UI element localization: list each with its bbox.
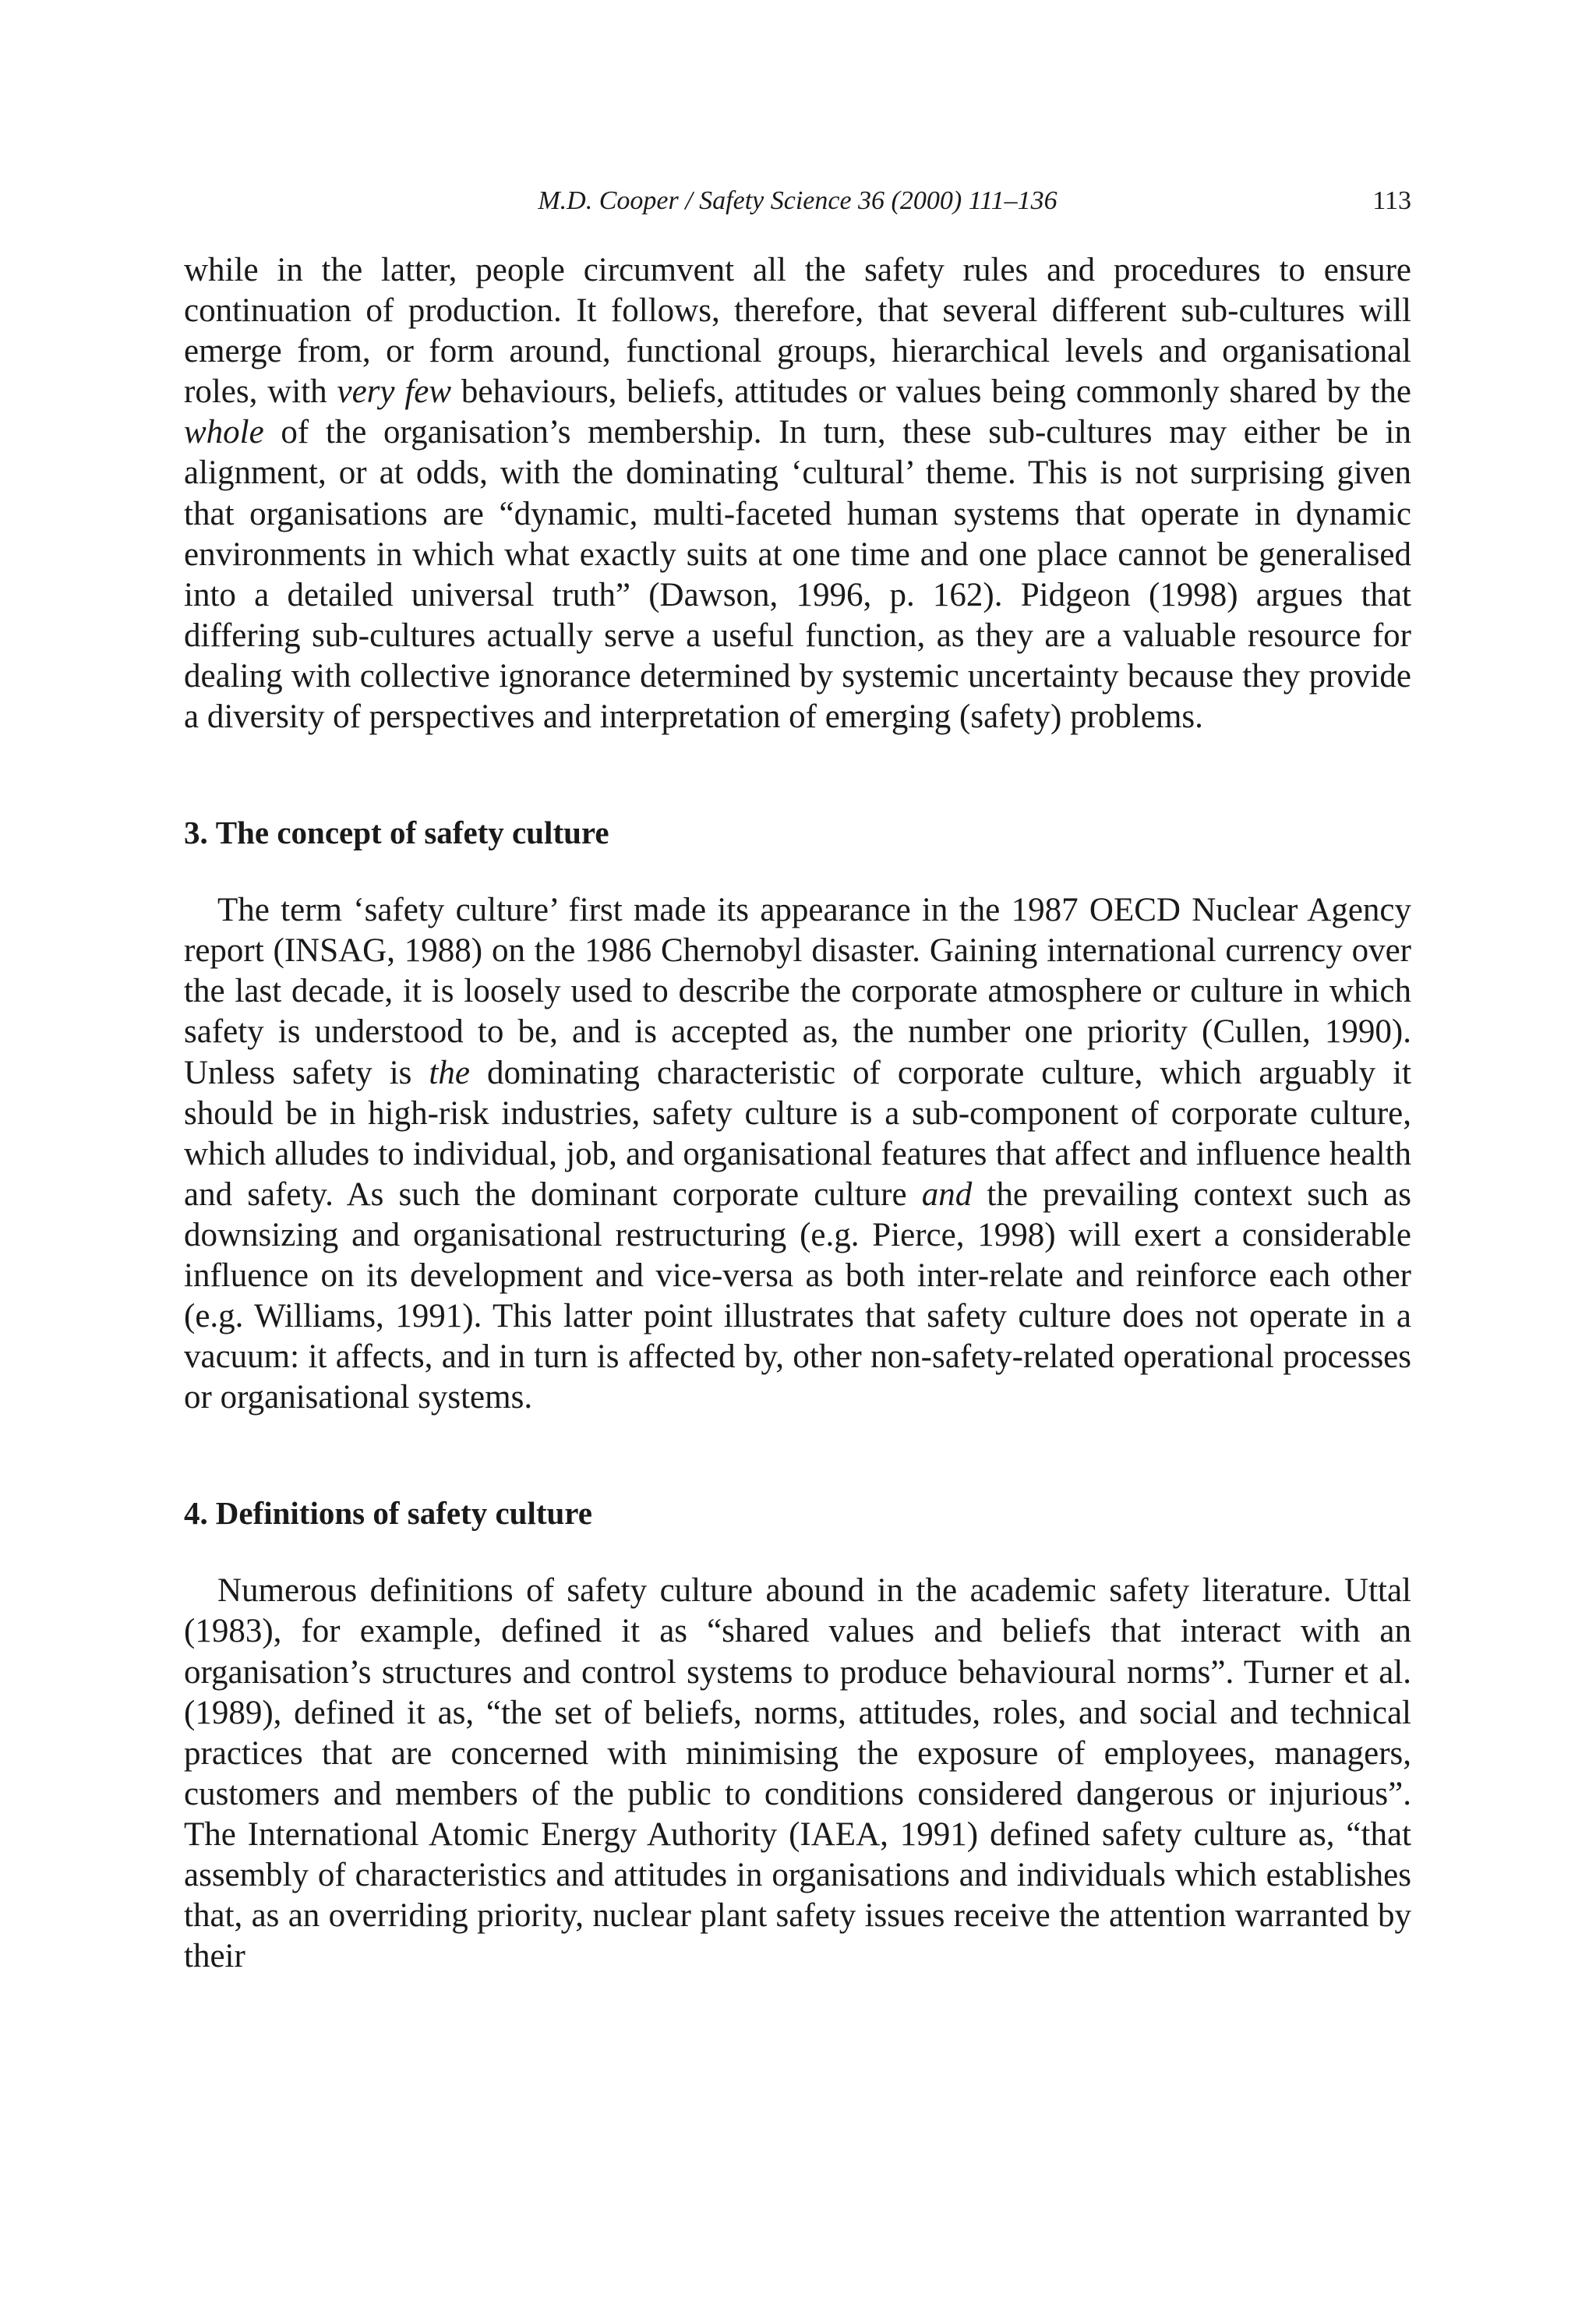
page-number: 113: [1372, 186, 1411, 215]
journal-citation: M.D. Cooper / Safety Science 36 (2000) 111–136: [538, 186, 1058, 215]
emphasis-text: very few: [337, 373, 452, 411]
paragraph-text: dominating characteristic of corporate culture, which arguably it should be in high-risk industries, safety culture is a sub-component of corporate culture, which alludes to individual, job, and organisational features that affect and influence health and safety. As such the dominant corporate culture: [184, 1054, 1411, 1213]
section-heading-3: [184, 812, 1411, 853]
section-number: 3.: [184, 815, 208, 851]
paragraph-text: behaviours, beliefs, attitudes or values being commonly shared by the: [451, 373, 1411, 411]
section-title: The concept of safety culture: [215, 815, 609, 851]
section-3-paragraph: [184, 890, 1411, 1418]
paragraph-text: The term ‘safety culture’ first made its appearance in the 1987 OECD Nuclear Agency report (INSAG, 1988) on the 1986 Chernobyl disaster. Gaining international currency over the last decade, it is loosely used to describe the corporate atmosphere or culture in which safety is understood to be, and is accepted as, the number one priority (Cullen, 1990). Unless safety is: [184, 892, 1411, 1091]
paragraph-continuation: [184, 250, 1411, 737]
emphasis-text: whole: [184, 414, 264, 451]
section-heading-4: [184, 1493, 1411, 1533]
paragraph-text: while in the latter, people circumvent all the safety rules and procedures to ensure continuation of production. It follows, therefore, that several different sub-cultures will emerge from, or form around, functional groups, hierarchical levels and organisational roles, with: [184, 252, 1411, 411]
running-head: [184, 184, 1411, 218]
section-number: 4.: [184, 1495, 208, 1532]
paragraph-text: the prevailing context such as downsizing and organisational restructuring (e.g. Pierce, 1998) will exert a considerable influence on its development and vice-versa as both inter-relate and reinforce each other (e.g. Williams, 1991). This latter point illustrates that safety culture does not operate in a vacuum: it affects, and in turn is affected by, other non-safety-related operational processes or organisational systems.: [184, 1175, 1411, 1416]
paragraph-text: of the organisation’s membership. In turn, these sub-cultures may either be in alignment, or at odds, with the dominating ‘cultural’ theme. This is not surprising given that organisations are “dynamic, multi-faceted human systems that operate in dynamic environments in which what exactly suits at one time and one place cannot be generalised into a detailed universal truth” (Dawson, 1996, p. 162). Pidgeon (1998) argues that differing sub-cultures actually serve a useful function, as they are a valuable resource for dealing with collective ignorance determined by systemic uncertainty because they provide a diversity of perspectives and interpretation of emerging (safety) problems.: [184, 414, 1411, 736]
emphasis-text: and: [921, 1175, 973, 1213]
section-title: Definitions of safety culture: [215, 1495, 592, 1532]
journal-page: [184, 184, 1411, 1977]
emphasis-text: the: [429, 1054, 470, 1091]
section-4-paragraph: Numerous definitions of safety culture abound in the academic safety literature. Uttal (1983), for example, defined it as “shared values and beliefs that interact with an organisation’s structures and control systems to produce behavioural norms”. Turner et al. (1989), defined it as, “the set of beliefs, norms, attitudes, roles, and social and technical practices that are concerned with minimising the exposure of employees, managers, customers and members of the public to conditions considered dangerous or injurious”. The International Atomic Energy Authority (IAEA, 1991) defined safety culture as, “that assembly of characteristics and attitudes in organisations and individuals which establishes that, as an overriding priority, nuclear plant safety issues receive the attention warranted by their: [184, 1572, 1411, 1975]
